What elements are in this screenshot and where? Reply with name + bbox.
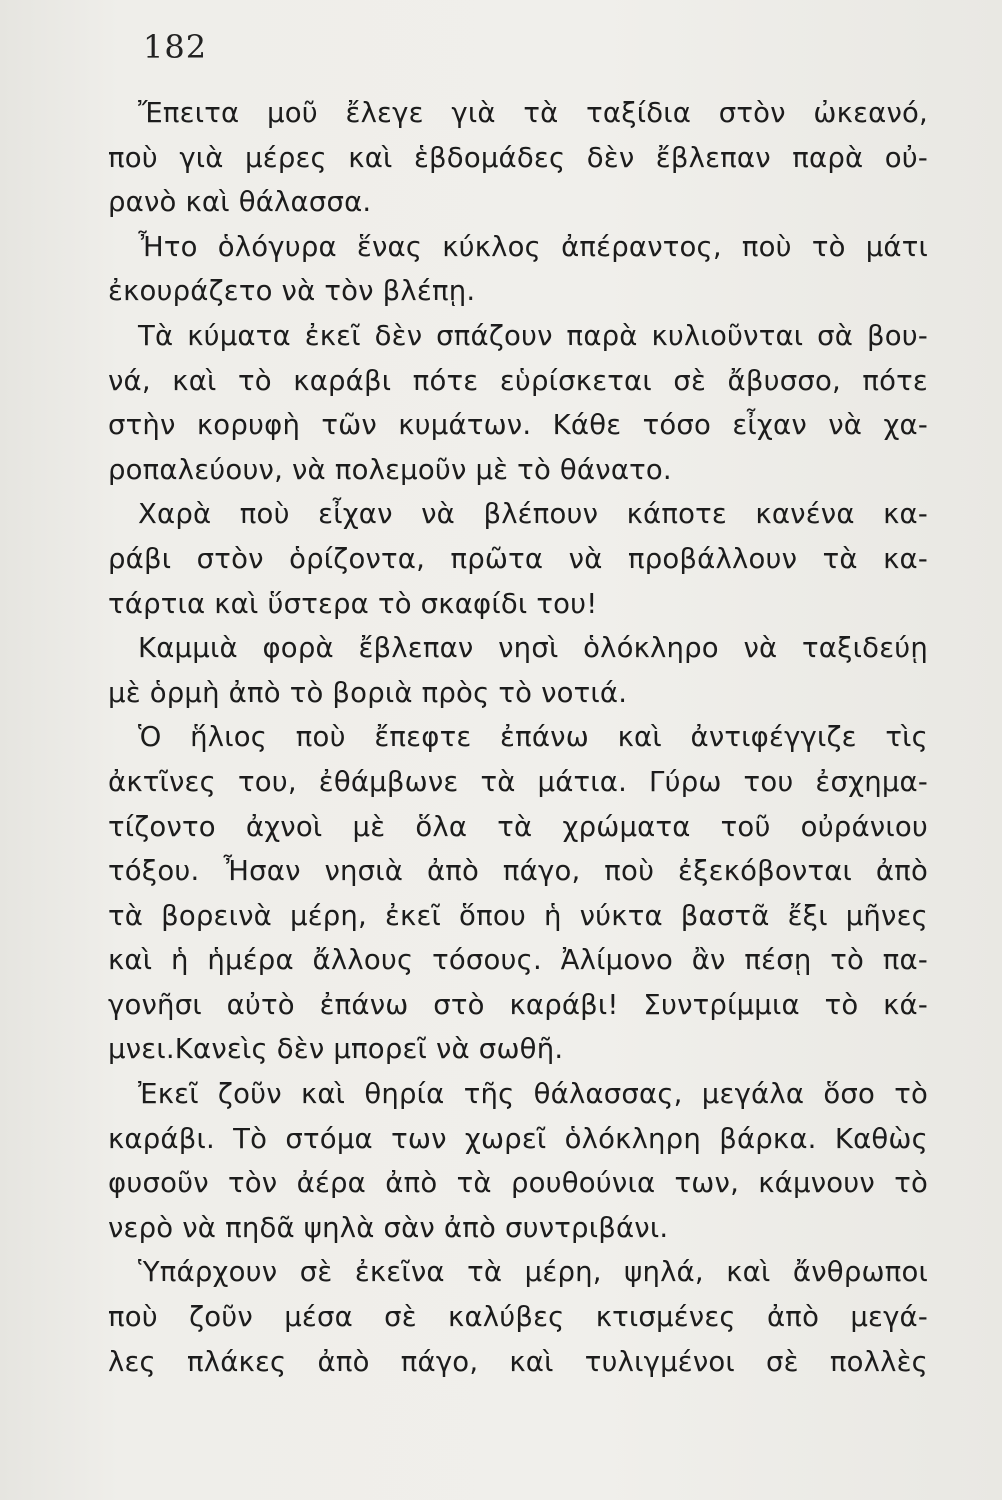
- paragraph: [108, 715, 928, 1072]
- paragraph: [108, 1250, 928, 1384]
- paragraph: [108, 225, 928, 314]
- text-line: Ὑπάρχουν σὲ ἐκεῖνα τὰ μέρη, ψηλά, καὶ ἄνθρωποι: [138, 1256, 928, 1289]
- text-line: ποὺ γιὰ μέρες καὶ ἑβδομάδες δὲν ἔβλεπαν παρὰ οὐ-: [108, 141, 928, 174]
- text-line: νά, καὶ τὸ καράβι πότε εὑρίσκεται σὲ ἄβυσσο, πότε: [108, 364, 928, 397]
- text-line: τάρτια καὶ ὕστερα τὸ σκαφίδι του!: [108, 587, 598, 620]
- text-line: ποὺ ζοῦν μέσα σὲ καλύβες κτισμένες ἀπὸ μεγά-: [108, 1301, 928, 1334]
- text-line: Ἦτο ὁλόγυρα ἕνας κύκλος ἀπέραντος, ποὺ τὸ μάτι: [138, 230, 928, 263]
- text-line: Ὁ ἥλιος ποὺ ἔπεφτε ἐπάνω καὶ ἀντιφέγγιζε τὶς: [138, 721, 928, 754]
- text-line: ρανὸ καὶ θάλασσα.: [108, 186, 372, 219]
- text-line: νερὸ νὰ πηδᾶ ψηλὰ σὰν ἀπὸ συντριβάνι.: [108, 1211, 669, 1244]
- text-line: ἀκτῖνες του, ἐθάμβωνε τὰ μάτια. Γύρω του ἐσχημα-: [108, 765, 928, 798]
- page-number: 182: [143, 28, 208, 66]
- text-line: φυσοῦν τὸν ἀέρα ἀπὸ τὰ ρουθούνια των, κάμνουν τὸ: [108, 1167, 928, 1200]
- text-line: μὲ ὁρμὴ ἀπὸ τὸ βοριὰ πρὸς τὸ νοτιά.: [108, 676, 628, 709]
- text-line: τόξου. Ἦσαν νησιὰ ἀπὸ πάγο, ποὺ ἐξεκόβονται ἀπὸ: [108, 855, 928, 888]
- paragraph: [108, 626, 928, 715]
- text-line: ροπαλεύουν, νὰ πολεμοῦν μὲ τὸ θάνατο.: [108, 453, 672, 486]
- text-line: ἐκουράζετο νὰ τὸν βλέπῃ.: [108, 275, 476, 308]
- text-line: Ἔπειτα μοῦ ἔλεγε γιὰ τὰ ταξίδια στὸν ὠκεανό,: [138, 97, 928, 129]
- text-line: καὶ ἡ ἡμέρα ἄλλους τόσους. Ἀλίμονο ἂν πέσῃ τὸ πα-: [108, 944, 928, 977]
- text-line: μνει.Κανεὶς δὲν μπορεῖ νὰ σωθῆ.: [108, 1033, 564, 1066]
- body-text: [108, 91, 928, 1384]
- text-line: Ἐκεῖ ζοῦν καὶ θηρία τῆς θάλασσας, μεγάλα ὅσο τὸ: [138, 1078, 928, 1111]
- paragraph: [108, 91, 928, 225]
- text-line: λες πλάκες ἀπὸ πάγο, καὶ τυλιγμένοι σὲ πολλὲς: [108, 1345, 928, 1378]
- text-line: καράβι. Τὸ στόμα των χωρεῖ ὁλόκληρη βάρκα. Καθὼς: [108, 1122, 928, 1155]
- text-line: ράβι στὸν ὁρίζοντα, πρῶτα νὰ προβάλλουν τὰ κα-: [108, 542, 928, 575]
- paragraph: [108, 314, 928, 492]
- text-line: στὴν κορυφὴ τῶν κυμάτων. Κάθε τόσο εἶχαν νὰ χα-: [108, 409, 928, 442]
- text-line: γονῆσι αὐτὸ ἐπάνω στὸ καράβι! Συντρίμμια τὸ κά-: [108, 988, 928, 1021]
- paragraph: [108, 492, 928, 626]
- text-line: Καμμιὰ φορὰ ἔβλεπαν νησὶ ὁλόκληρο νὰ ταξιδεύῃ: [138, 632, 928, 665]
- text-line: τίζοντο ἀχνοὶ μὲ ὅλα τὰ χρώματα τοῦ οὐράνιου: [108, 810, 928, 843]
- text-line: Τὰ κύματα ἐκεῖ δὲν σπάζουν παρὰ κυλιοῦνται σὰ βου-: [138, 319, 928, 352]
- text-line: τὰ βορεινὰ μέρη, ἐκεῖ ὅπου ἡ νύκτα βαστᾶ ἔξι μῆνες: [108, 899, 928, 932]
- paragraph: [108, 1072, 928, 1250]
- text-line: Χαρὰ ποὺ εἶχαν νὰ βλέπουν κάποτε κανένα κα-: [138, 498, 928, 531]
